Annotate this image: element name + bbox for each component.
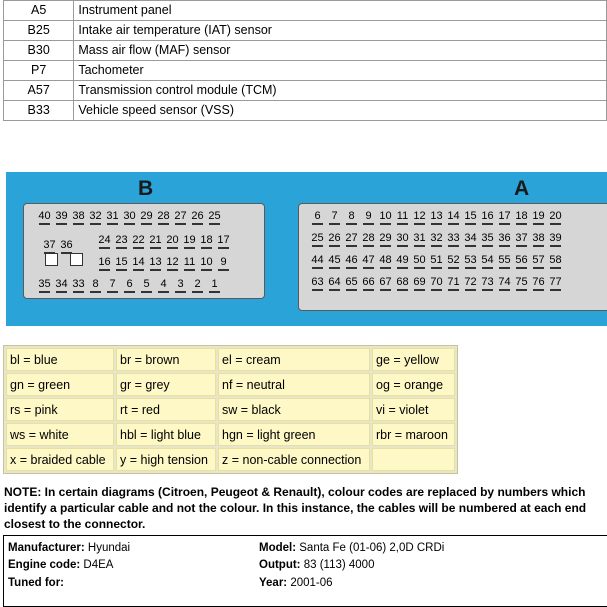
colour-key-cell: br = brown	[116, 348, 216, 371]
pin-number: 27	[172, 210, 189, 223]
table-row	[4, 1, 607, 21]
pin-number: 17	[496, 210, 513, 223]
engine-code-value: D4EA	[83, 559, 114, 571]
pin-number: 35	[36, 278, 53, 291]
pin-number: 72	[462, 276, 479, 289]
pin-number: 13	[147, 256, 164, 269]
colour-key-cell: x = braided cable	[6, 448, 114, 471]
pin-number: 20	[164, 234, 181, 247]
colour-key-cell: gn = green	[6, 373, 114, 396]
pin-number: 50	[411, 254, 428, 267]
pin-number: 8	[343, 210, 360, 223]
pin-number: 40	[36, 210, 53, 223]
pin-socket	[45, 253, 58, 266]
pin-number: 45	[326, 254, 343, 267]
pin-number: 10	[377, 210, 394, 223]
pin-number: 67	[377, 276, 394, 289]
pin-number: 33	[70, 278, 87, 291]
colour-key-cell: rbr = maroon	[372, 423, 455, 446]
colour-key-cell: ws = white	[6, 423, 114, 446]
pin-number: 9	[360, 210, 377, 223]
pin-number: 53	[462, 254, 479, 267]
colour-key-cell: nf = neutral	[218, 373, 370, 396]
component-code: B25	[4, 21, 74, 41]
pin-number: 30	[121, 210, 138, 223]
table-row	[4, 41, 607, 61]
pin-number: 30	[394, 232, 411, 245]
pin-number: 54	[479, 254, 496, 267]
pin-number: 2	[189, 278, 206, 291]
model-row: Model: Santa Fe (01-06) 2,0D CRDi	[259, 542, 445, 554]
component-description: Mass air flow (MAF) sensor	[74, 41, 607, 61]
connector-diagram	[6, 172, 607, 326]
pin-number: 6	[121, 278, 138, 291]
component-description: Instrument panel	[74, 1, 607, 21]
pin-number: 11	[394, 210, 411, 223]
pin-number: 48	[377, 254, 394, 267]
model-value: Santa Fe (01-06) 2,0D CRDi	[299, 542, 445, 554]
pin-number: 29	[138, 210, 155, 223]
pin-number: 19	[530, 210, 547, 223]
pin-number: 32	[87, 210, 104, 223]
colour-key-cell: hbl = light blue	[116, 423, 216, 446]
pin-number: 71	[445, 276, 462, 289]
pin-number: 31	[411, 232, 428, 245]
pin-number: 14	[130, 256, 147, 269]
pin-number: 18	[513, 210, 530, 223]
pin-number: 35	[479, 232, 496, 245]
pin-number: 1	[206, 278, 223, 291]
pin-number: 63	[309, 276, 326, 289]
pin-number: 15	[462, 210, 479, 223]
table-row	[4, 61, 607, 81]
pin-number: 74	[496, 276, 513, 289]
pin-number: 22	[130, 234, 147, 247]
pin-number: 57	[530, 254, 547, 267]
pin-number: 17	[215, 234, 232, 247]
year-row: Year: 2001-06	[259, 577, 333, 589]
component-code: B30	[4, 41, 74, 61]
component-table	[3, 0, 607, 121]
pin-number: 3	[172, 278, 189, 291]
pin-number: 15	[113, 256, 130, 269]
output-value: 83 (113) 4000	[303, 559, 375, 571]
pin-number: 66	[360, 276, 377, 289]
pin-number: 16	[479, 210, 496, 223]
pin-number: 58	[547, 254, 564, 267]
pin-number: 65	[343, 276, 360, 289]
pin-number: 28	[360, 232, 377, 245]
component-code: B33	[4, 101, 74, 121]
pin-number: 26	[326, 232, 343, 245]
pin-number: 7	[104, 278, 121, 291]
pin-number: 32	[428, 232, 445, 245]
pin-number: 64	[326, 276, 343, 289]
pin-number: 46	[343, 254, 360, 267]
manufacturer-row: Manufacturer: Hyundai	[8, 542, 131, 554]
pin-number: 31	[104, 210, 121, 223]
pin-number: 5	[138, 278, 155, 291]
manufacturer-value: Hyundai	[87, 542, 131, 554]
pin-number: 39	[547, 232, 564, 245]
vehicle-info	[3, 535, 607, 607]
pin-number: 75	[513, 276, 530, 289]
pin-number: 16	[96, 256, 113, 269]
colour-key-cell: y = high tension	[116, 448, 216, 471]
connector-a-label: A	[514, 177, 530, 200]
pin-number: 20	[547, 210, 564, 223]
table-row	[4, 81, 607, 101]
pin-number: 28	[155, 210, 172, 223]
component-description: Intake air temperature (IAT) sensor	[74, 21, 607, 41]
engine-code-row: Engine code: D4EA	[8, 559, 114, 571]
pin-number: 21	[147, 234, 164, 247]
colour-key-cell: bl = blue	[6, 348, 114, 371]
connector-a	[298, 203, 607, 311]
colour-key-cell: og = orange	[372, 373, 455, 396]
colour-key-cell: sw = black	[218, 398, 370, 421]
pin-number: 69	[411, 276, 428, 289]
pin-number: 36	[58, 239, 75, 252]
pin-number: 19	[181, 234, 198, 247]
pin-number: 55	[496, 254, 513, 267]
pin-number: 77	[547, 276, 564, 289]
component-code: A57	[4, 81, 74, 101]
pin-number: 34	[462, 232, 479, 245]
pin-number: 37	[41, 239, 58, 252]
pin-number: 52	[445, 254, 462, 267]
pin-number: 34	[53, 278, 70, 291]
pin-number: 76	[530, 276, 547, 289]
component-description: Tachometer	[74, 61, 607, 81]
table-row	[6, 373, 455, 396]
pin-number: 39	[53, 210, 70, 223]
year-value: 2001-06	[290, 577, 333, 589]
pin-number: 14	[445, 210, 462, 223]
pin-number: 49	[394, 254, 411, 267]
pin-number: 11	[181, 256, 198, 269]
colour-key-cell: vi = violet	[372, 398, 455, 421]
connector-b	[23, 203, 265, 299]
pin-number: 47	[360, 254, 377, 267]
pin-socket	[70, 253, 83, 266]
pin-number: 23	[113, 234, 130, 247]
component-description: Transmission control module (TCM)	[74, 81, 607, 101]
pin-number: 24	[96, 234, 113, 247]
pin-number: 38	[530, 232, 547, 245]
colour-key-cell: rs = pink	[6, 398, 114, 421]
pin-number: 38	[70, 210, 87, 223]
colour-key-cell	[372, 448, 455, 471]
pin-number: 51	[428, 254, 445, 267]
pin-number: 33	[445, 232, 462, 245]
pin-number: 44	[309, 254, 326, 267]
table-row	[4, 21, 607, 41]
table-row	[4, 101, 607, 121]
pin-number: 18	[198, 234, 215, 247]
pin-number: 36	[496, 232, 513, 245]
colour-key-cell: rt = red	[116, 398, 216, 421]
pin-number: 7	[326, 210, 343, 223]
pin-number: 25	[206, 210, 223, 223]
table-row	[6, 423, 455, 446]
pin-number: 25	[309, 232, 326, 245]
colour-key-cell: ge = yellow	[372, 348, 455, 371]
pin-number: 9	[215, 256, 232, 269]
pin-number: 26	[189, 210, 206, 223]
table-row	[6, 448, 455, 471]
pin-number: 10	[198, 256, 215, 269]
colour-key-cell: gr = grey	[116, 373, 216, 396]
colour-key-cell: z = non-cable connection	[218, 448, 370, 471]
pin-number: 4	[155, 278, 172, 291]
pin-number: 29	[377, 232, 394, 245]
pin-number: 13	[428, 210, 445, 223]
output-row: Output: 83 (113) 4000	[259, 559, 375, 571]
pin-number: 27	[343, 232, 360, 245]
pin-number: 37	[513, 232, 530, 245]
pin-number: 8	[87, 278, 104, 291]
component-code: A5	[4, 1, 74, 21]
colour-key-table	[3, 345, 458, 474]
pin-number: 12	[411, 210, 428, 223]
pin-number: 68	[394, 276, 411, 289]
pin-number: 70	[428, 276, 445, 289]
colour-code-note: NOTE: In certain diagrams (Citroen, Peugeot & Renault), colour codes are replaced by numbers which identify a particular cable and not the colour. In this instance, the cables will be numbered at each end closest to the connector.	[4, 485, 587, 531]
component-description: Vehicle speed sensor (VSS)	[74, 101, 607, 121]
colour-key-cell: el = cream	[218, 348, 370, 371]
pin-number: 73	[479, 276, 496, 289]
colour-key-cell: hgn = light green	[218, 423, 370, 446]
pin-number: 12	[164, 256, 181, 269]
pin-number: 56	[513, 254, 530, 267]
table-row	[6, 398, 455, 421]
connector-b-label: B	[138, 177, 154, 200]
table-row	[6, 348, 455, 371]
component-code: P7	[4, 61, 74, 81]
tuned-for-row: Tuned for:	[8, 577, 64, 589]
pin-number: 6	[309, 210, 326, 223]
